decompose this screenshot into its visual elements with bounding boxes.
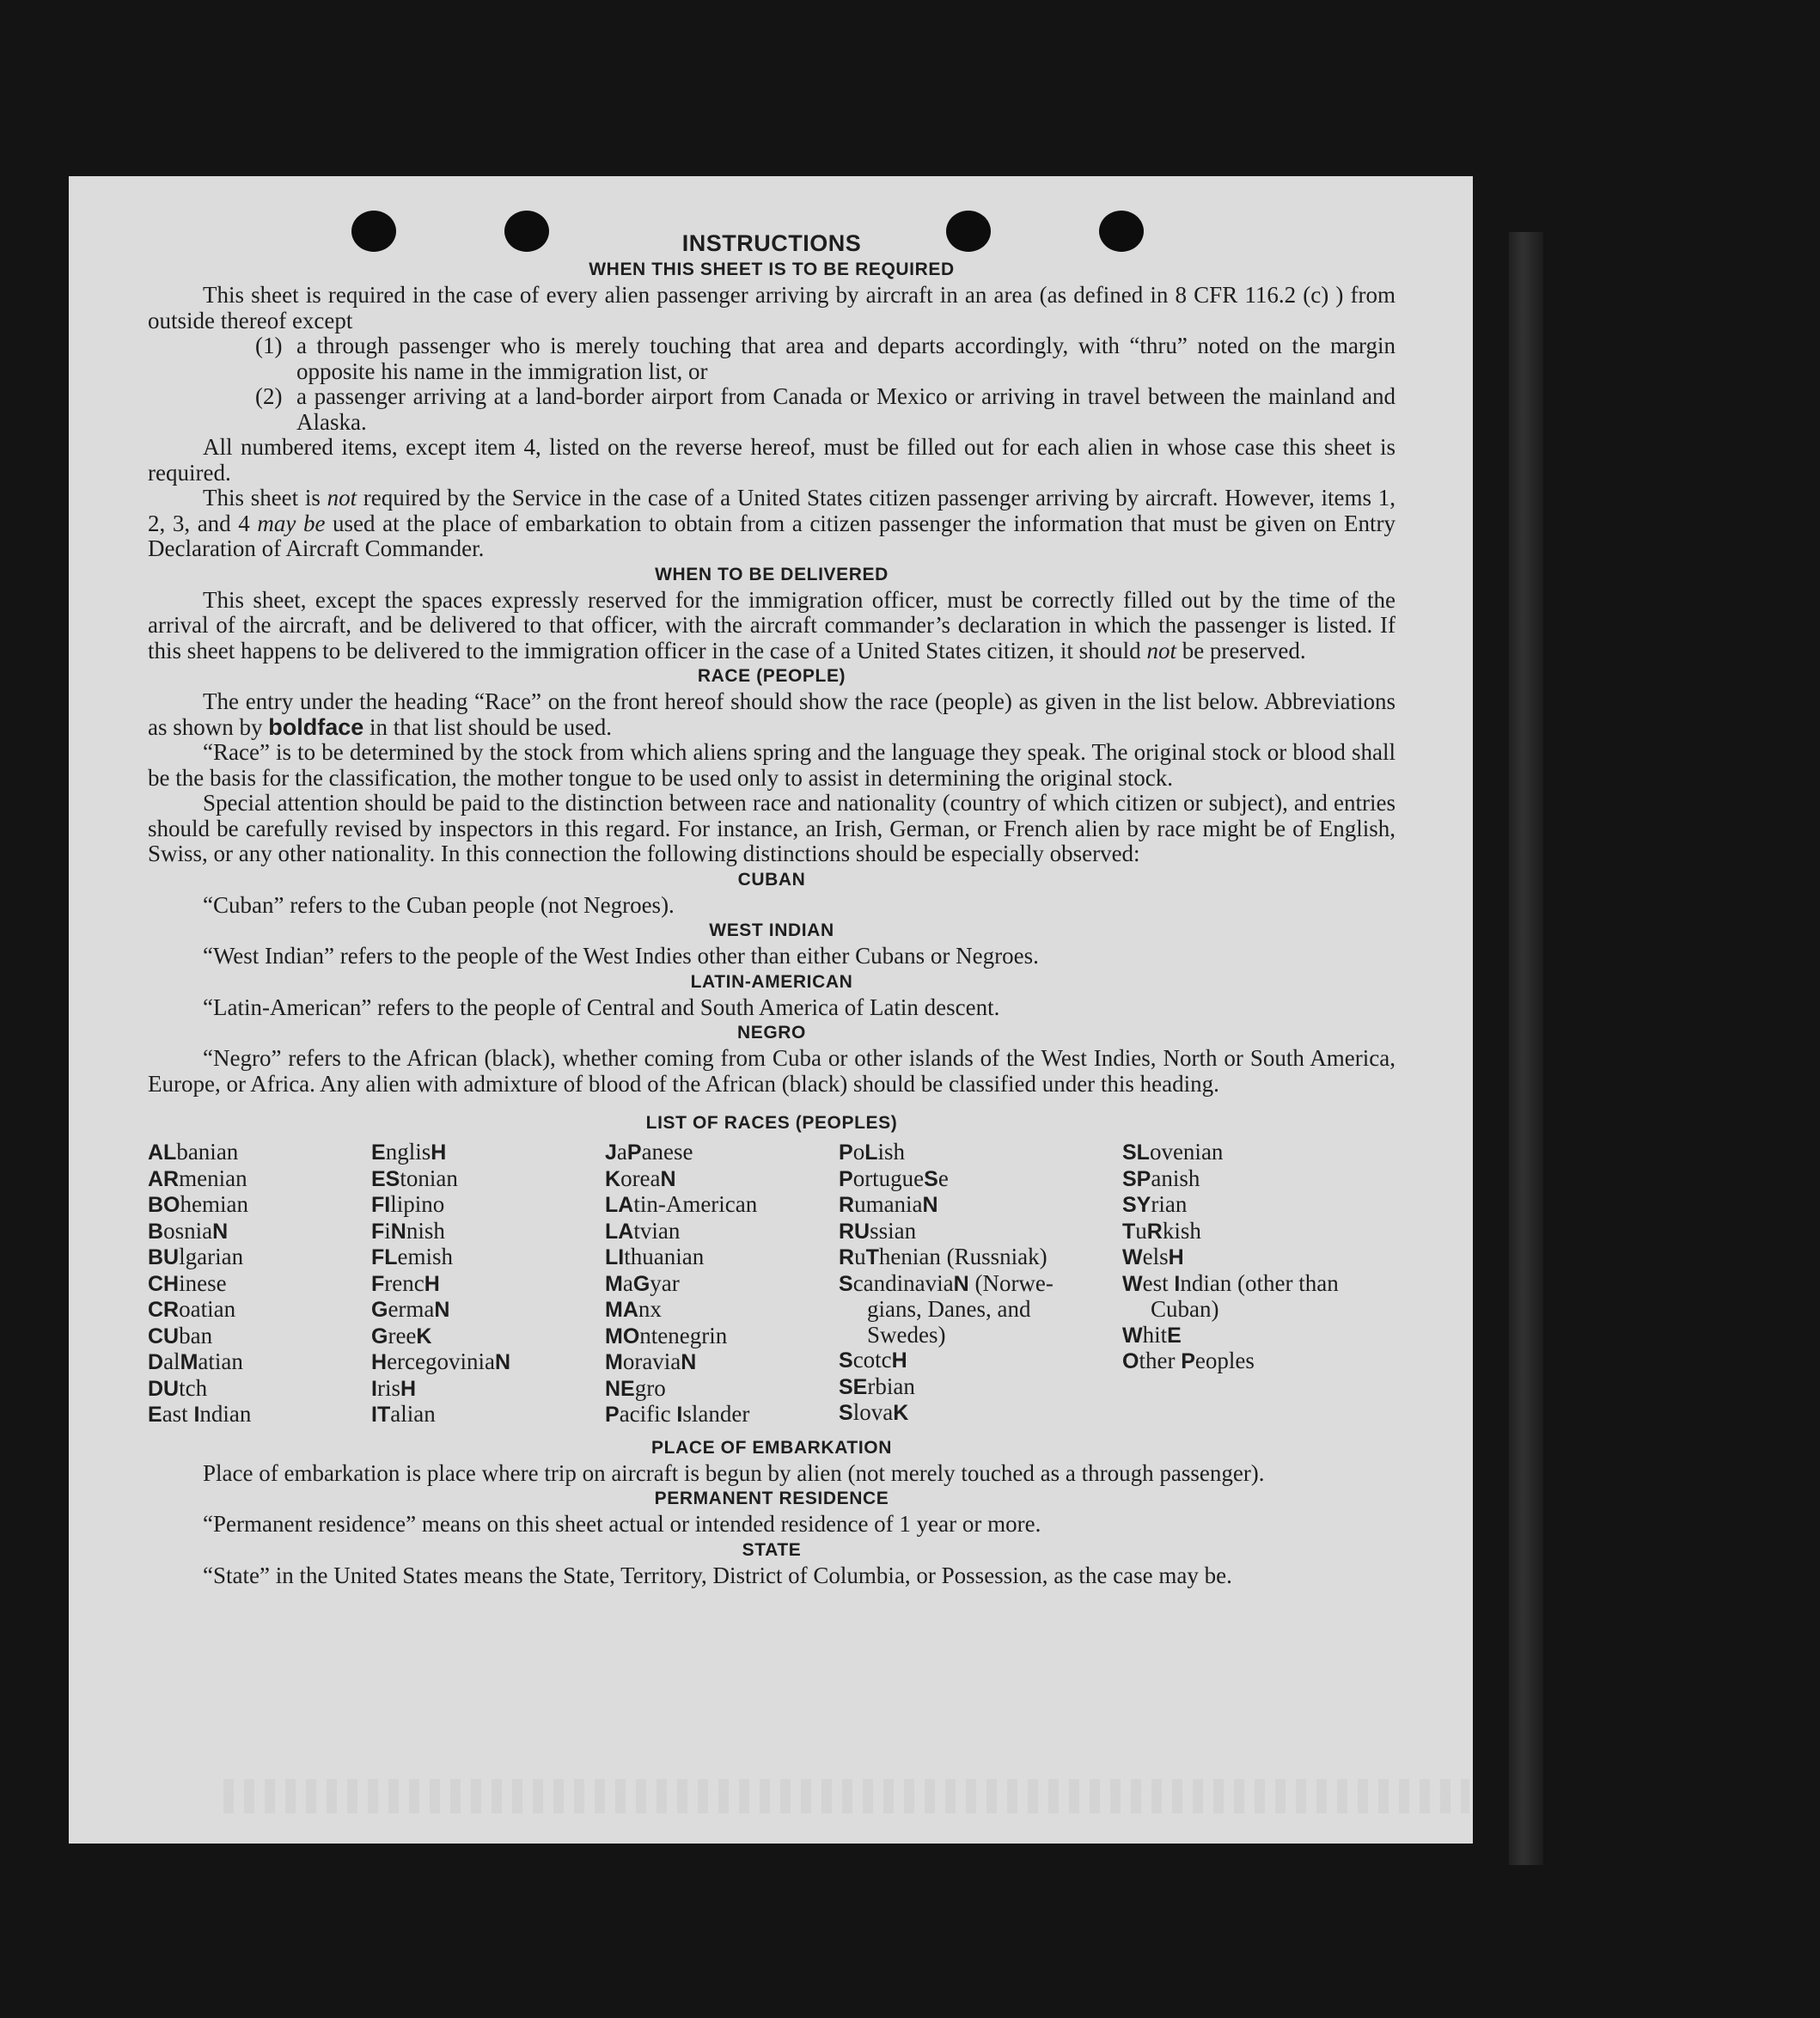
race-text: ther xyxy=(1139,1348,1182,1373)
race-text: henian (Russniak) xyxy=(878,1244,1047,1269)
race-text: anish xyxy=(1151,1165,1200,1191)
race-entry xyxy=(148,1349,371,1376)
race-abbreviation: O xyxy=(1122,1349,1139,1373)
race-abbreviation: M xyxy=(605,1350,623,1374)
race-abbreviation: LI xyxy=(605,1245,625,1269)
race-text: rian xyxy=(1151,1191,1188,1217)
race-text: tin-American xyxy=(633,1191,758,1217)
race-text: candinavia xyxy=(852,1269,954,1296)
exception-text: a passenger arriving at a land-border airport from Canada or Mexico or arriving in travel between the mainland and Alaska. xyxy=(296,383,1396,435)
race-abbreviation: SL xyxy=(1122,1140,1150,1165)
race-entry xyxy=(605,1271,839,1298)
race-abbreviation: N xyxy=(953,1271,969,1296)
race-entry xyxy=(148,1402,371,1428)
race-entry xyxy=(148,1376,371,1403)
race-text: i xyxy=(384,1217,391,1244)
race-abbreviation: H xyxy=(891,1348,907,1373)
race-text: nx xyxy=(638,1296,662,1322)
race-abbreviation: E xyxy=(148,1403,162,1427)
race-text: umania xyxy=(854,1191,923,1217)
race-entry xyxy=(1122,1192,1389,1219)
race-abbreviation: RU xyxy=(839,1219,870,1244)
race-abbreviation: P xyxy=(626,1140,642,1165)
races-column xyxy=(605,1140,839,1428)
section-heading-latin-american: LATIN-AMERICAN xyxy=(690,971,853,992)
section-heading-cuban: CUBAN xyxy=(737,869,806,890)
instructions-content xyxy=(148,229,1396,1588)
race-entry xyxy=(371,1192,605,1219)
race-entry xyxy=(605,1376,839,1403)
race-abbreviation: B xyxy=(148,1219,164,1244)
race-abbreviation: R xyxy=(839,1245,855,1269)
race-abbreviation: F xyxy=(371,1271,385,1296)
race-entry xyxy=(371,1402,605,1428)
race-abbreviation: I xyxy=(371,1376,377,1401)
race-entry xyxy=(605,1166,839,1193)
race-abbreviation: S xyxy=(839,1348,853,1373)
race-entry xyxy=(371,1244,605,1271)
race-entry xyxy=(839,1166,1090,1193)
race-abbreviation: S xyxy=(839,1271,853,1296)
race-text: ast xyxy=(162,1401,194,1427)
race-abbreviation: T xyxy=(865,1245,879,1269)
race-paragraph: “Race” is to be determined by the stock from which aliens spring and the language they speak. The original stock or blood shall be the basis for the classification, the mother tongue to be used only to assist in determining the original stock. xyxy=(148,739,1396,791)
race-text: kish xyxy=(1162,1217,1201,1244)
race-abbreviation: FL xyxy=(371,1245,398,1269)
race-text: oatian xyxy=(179,1296,236,1322)
race-text: tvian xyxy=(633,1217,681,1244)
race-text: hit xyxy=(1142,1321,1168,1348)
race-entry xyxy=(1122,1323,1389,1349)
race-entry xyxy=(605,1324,839,1350)
race-entry xyxy=(148,1166,371,1193)
race-abbreviation: DU xyxy=(148,1376,180,1401)
race-abbreviation: AR xyxy=(148,1166,180,1191)
race-abbreviation: N xyxy=(681,1350,697,1374)
race-abbreviation: SY xyxy=(1122,1193,1151,1217)
race-abbreviation: H xyxy=(1168,1245,1184,1269)
race-text: ndian xyxy=(199,1401,252,1427)
race-entry xyxy=(605,1349,839,1376)
section-heading-west-indian: WEST INDIAN xyxy=(709,920,834,940)
race-text: yar xyxy=(650,1269,680,1296)
exception-item xyxy=(148,384,1396,435)
race-abbreviation: LA xyxy=(605,1219,634,1244)
race-text: ssian xyxy=(870,1217,917,1244)
race-text: inese xyxy=(179,1269,227,1296)
race-entry xyxy=(839,1244,1090,1271)
races-column xyxy=(1122,1140,1389,1428)
race-text: o xyxy=(852,1139,865,1165)
race-abbreviation: NE xyxy=(605,1376,635,1401)
race-text: renc xyxy=(384,1269,424,1296)
race-abbreviation: S xyxy=(839,1401,853,1425)
race-abbreviation: S xyxy=(924,1166,938,1191)
document-sheet xyxy=(69,176,1473,1844)
citizen-paragraph: This sheet is not required by the Service in the case of a United States citizen passenger arriving by aircraft. However, items 1, 2, 3, and 4 may be used at the place of embarkation to obtain from a citizen passenger the information that must be given on Entry Declaration of Aircraft Commander. xyxy=(148,485,1396,561)
exception-item xyxy=(148,333,1396,384)
race-abbreviation: W xyxy=(1122,1323,1143,1348)
race-abbreviation: H xyxy=(400,1376,417,1401)
race-text: cotc xyxy=(852,1347,892,1373)
west-indian-definition: “West Indian” refers to the people of the West Indies other than either Cubans or Negroes. xyxy=(203,943,1039,969)
race-text: thuanian xyxy=(624,1244,705,1269)
race-text: a xyxy=(616,1139,627,1165)
race-text: nish xyxy=(406,1217,445,1244)
race-text: ban xyxy=(179,1322,213,1348)
race-text: (Norwe-gians, Danes, and Swedes) xyxy=(867,1269,1054,1348)
race-entry xyxy=(1122,1219,1389,1245)
race-abbreviation: AL xyxy=(148,1140,177,1165)
race-text: tch xyxy=(179,1374,208,1401)
race-entry xyxy=(839,1400,1090,1427)
race-entry xyxy=(839,1271,1090,1348)
delivered-paragraph: This sheet, except the spaces expressly reserved for the immigration officer, must be correctly filled out by the time of the arrival of the aircraft, and be delivered to that officer, with the aircraft commander’s declaration in which the passenger is listed. If this sheet happens to be delivered to the immigration officer in the case of a United States citizen, it should not be preserved. xyxy=(148,586,1396,663)
race-text: alian xyxy=(390,1401,436,1427)
race-abbreviation: SP xyxy=(1122,1166,1151,1191)
embarkation-definition: Place of embarkation is place where trip on aircraft is begun by alien (not merely touched as a through passenger). xyxy=(203,1459,1265,1486)
race-abbreviation: L xyxy=(864,1140,878,1165)
race-abbreviation: W xyxy=(1122,1245,1143,1269)
race-paragraph: The entry under the heading “Race” on the front hereof should show the race (people) as given in the list below. Abbreviations as shown by boldface in that list should be used. xyxy=(148,688,1396,740)
race-abbreviation: MO xyxy=(605,1324,640,1348)
race-text: ntenegrin xyxy=(639,1322,728,1348)
race-text: a xyxy=(622,1269,633,1296)
race-entry xyxy=(839,1348,1090,1374)
race-text: lipino xyxy=(390,1191,445,1217)
race-text: oravia xyxy=(622,1348,681,1374)
race-abbreviation: FI xyxy=(371,1193,391,1217)
race-entry xyxy=(148,1324,371,1350)
section-heading-delivered: WHEN TO BE DELIVERED xyxy=(655,564,889,584)
race-text: eoples xyxy=(1194,1348,1255,1373)
race-entry xyxy=(605,1402,839,1428)
race-entry xyxy=(371,1166,605,1193)
exception-text: a through passenger who is merely touching that area and departs accordingly, with “thru” noted on the margin opposite his name in the immigration list, or xyxy=(296,333,1396,384)
race-abbreviation: R xyxy=(839,1193,855,1217)
race-abbreviation: K xyxy=(893,1401,909,1425)
race-abbreviation: P xyxy=(839,1140,853,1165)
race-entry xyxy=(371,1219,605,1245)
race-text: anese xyxy=(641,1139,693,1165)
race-text: menian xyxy=(179,1165,247,1191)
race-text: ercegovinia xyxy=(387,1348,495,1374)
race-entry xyxy=(605,1244,839,1271)
race-abbreviation: E xyxy=(371,1140,386,1165)
race-abbreviation: N xyxy=(390,1219,406,1244)
race-text: nglis xyxy=(385,1139,431,1165)
race-text: ree xyxy=(388,1322,417,1348)
race-abbreviation: N xyxy=(212,1219,229,1244)
residence-definition: “Permanent residence” means on this sheet actual or intended residence of 1 year or more. xyxy=(203,1511,1041,1537)
race-text: osnia xyxy=(163,1217,213,1244)
race-text: lgarian xyxy=(179,1244,244,1269)
races-column xyxy=(371,1140,605,1428)
races-column xyxy=(839,1140,1122,1428)
race-entry xyxy=(148,1271,371,1298)
race-entry xyxy=(371,1324,605,1350)
race-abbreviation: ES xyxy=(371,1166,400,1191)
race-text: banian xyxy=(176,1139,239,1165)
race-abbreviation: F xyxy=(371,1219,385,1244)
race-entry xyxy=(148,1192,371,1219)
race-text: ovenian xyxy=(1149,1139,1224,1165)
race-abbreviation: BU xyxy=(148,1245,180,1269)
race-text: ish xyxy=(877,1139,905,1165)
race-text: lova xyxy=(852,1399,894,1425)
race-entry xyxy=(371,1376,605,1403)
race-abbreviation: K xyxy=(605,1166,621,1191)
race-entry xyxy=(371,1140,605,1166)
section-heading-state: STATE xyxy=(742,1539,802,1560)
section-heading-race: RACE (PEOPLE) xyxy=(697,666,846,686)
race-text: tonian xyxy=(400,1165,458,1191)
race-abbreviation: W xyxy=(1122,1271,1143,1296)
exception-number: (1) xyxy=(255,333,283,358)
race-abbreviation: G xyxy=(371,1324,388,1348)
page-title: INSTRUCTIONS xyxy=(681,230,862,256)
race-abbreviation: R xyxy=(1146,1219,1163,1244)
race-text: ortugue xyxy=(852,1165,925,1191)
race-entry xyxy=(605,1192,839,1219)
race-abbreviation: G xyxy=(371,1298,388,1322)
race-abbreviation: M xyxy=(180,1350,198,1374)
race-abbreviation: N xyxy=(922,1193,938,1217)
film-edge xyxy=(1509,232,1543,1865)
race-entry xyxy=(839,1219,1090,1245)
race-abbreviation: CH xyxy=(148,1271,180,1296)
section-heading-required: WHEN THIS SHEET IS TO BE REQUIRED xyxy=(589,260,955,279)
race-text: u xyxy=(1135,1217,1147,1244)
race-entry xyxy=(371,1271,605,1298)
race-abbreviation: H xyxy=(371,1350,388,1374)
race-text: e xyxy=(937,1165,949,1191)
race-entry xyxy=(148,1244,371,1271)
required-intro: This sheet is required in the case of every alien passenger arriving by aircraft in an area (as defined in 8 CFR 116.2 (c) ) from outside thereof except xyxy=(148,282,1396,333)
race-text: ndian (other than Cuban) xyxy=(1151,1269,1339,1322)
section-heading-negro: NEGRO xyxy=(736,1023,806,1043)
state-definition: “State” in the United States means the State, Territory, District of Columbia, or Possession, as the case may be. xyxy=(203,1562,1232,1588)
race-abbreviation: N xyxy=(495,1350,511,1374)
race-abbreviation: H xyxy=(431,1140,447,1165)
race-text: slander xyxy=(682,1401,750,1427)
exception-number: (2) xyxy=(255,383,283,409)
race-entry xyxy=(148,1219,371,1245)
race-text: atian xyxy=(198,1348,243,1374)
race-text: els xyxy=(1142,1244,1169,1269)
section-heading-embarkation: PLACE OF EMBARKATION xyxy=(651,1437,892,1458)
race-entry xyxy=(605,1297,839,1324)
race-entry xyxy=(1122,1348,1389,1375)
race-abbreviation: K xyxy=(416,1324,432,1348)
race-text: u xyxy=(854,1244,866,1269)
race-entry xyxy=(839,1374,1090,1401)
race-abbreviation: I xyxy=(193,1403,200,1427)
race-text: acific xyxy=(619,1401,677,1427)
section-heading-residence: PERMANENT RESIDENCE xyxy=(654,1489,889,1508)
cuban-definition: “Cuban” refers to the Cuban people (not Negroes). xyxy=(203,891,675,918)
negro-definition: “Negro” refers to the African (black), whether coming from Cuba or other islands of the West Indies, North or South America, Europe, or Africa. Any alien with admixture of blood of the African (black) should be classified under this heading. xyxy=(148,1045,1396,1097)
race-entry xyxy=(1122,1166,1389,1193)
race-abbreviation: P xyxy=(605,1403,620,1427)
race-text: al xyxy=(163,1348,180,1374)
bleed-through xyxy=(223,1779,1469,1813)
race-abbreviation: D xyxy=(148,1350,164,1374)
race-text: erma xyxy=(388,1296,435,1322)
race-text: emish xyxy=(397,1244,454,1269)
races-column xyxy=(148,1140,371,1428)
section-heading-races-list: LIST OF RACES (PEOPLES) xyxy=(645,1113,898,1133)
race-abbreviation: T xyxy=(1122,1219,1136,1244)
race-abbreviation: CU xyxy=(148,1324,180,1348)
race-entry xyxy=(1122,1244,1389,1271)
race-abbreviation: E xyxy=(1167,1323,1182,1348)
race-text: est xyxy=(1142,1269,1175,1296)
race-paragraph: Special attention should be paid to the distinction between race and nationality (country of which citizen or subject), and entries should be carefully revised by inspectors in this regard. For instance, an Irish, German, or French alien by race might be of English, Swiss, or any other nationality. In this connection the following distinctions should be especially observed: xyxy=(148,790,1396,866)
race-abbreviation: IT xyxy=(371,1403,391,1427)
race-entry xyxy=(605,1140,839,1166)
race-entry xyxy=(371,1297,605,1324)
races-list xyxy=(148,1140,1396,1428)
race-text: ris xyxy=(376,1374,400,1401)
race-abbreviation: P xyxy=(1181,1349,1195,1373)
race-abbreviation: M xyxy=(605,1271,623,1296)
race-abbreviation: N xyxy=(434,1298,450,1322)
race-entry xyxy=(605,1219,839,1245)
race-abbreviation: H xyxy=(424,1271,440,1296)
race-abbreviation: P xyxy=(839,1166,853,1191)
required-paragraph: All numbered items, except item 4, listed on the reverse hereof, must be filled out for each alien in whose case this sheet is required. xyxy=(148,434,1396,486)
race-entry xyxy=(1122,1271,1389,1323)
race-entry xyxy=(148,1297,371,1324)
race-abbreviation: G xyxy=(632,1271,650,1296)
race-abbreviation: I xyxy=(1174,1271,1181,1296)
race-abbreviation: I xyxy=(676,1403,683,1427)
race-text: hemian xyxy=(180,1191,248,1217)
race-abbreviation: SE xyxy=(839,1374,868,1399)
race-entry xyxy=(1122,1140,1389,1166)
latin-american-definition: “Latin-American” refers to the people of Central and South America of Latin descent. xyxy=(203,994,1000,1020)
race-abbreviation: J xyxy=(605,1140,617,1165)
race-entry xyxy=(839,1192,1090,1219)
race-entry xyxy=(371,1349,605,1376)
race-entry xyxy=(839,1140,1090,1166)
race-entry xyxy=(148,1140,371,1166)
race-abbreviation: MA xyxy=(605,1298,638,1322)
race-abbreviation: BO xyxy=(148,1193,180,1217)
race-text: orea xyxy=(620,1165,661,1191)
race-text: gro xyxy=(634,1374,666,1401)
race-abbreviation: N xyxy=(660,1166,676,1191)
race-abbreviation: LA xyxy=(605,1193,634,1217)
race-abbreviation: CR xyxy=(148,1298,180,1322)
race-text: rbian xyxy=(867,1373,915,1399)
